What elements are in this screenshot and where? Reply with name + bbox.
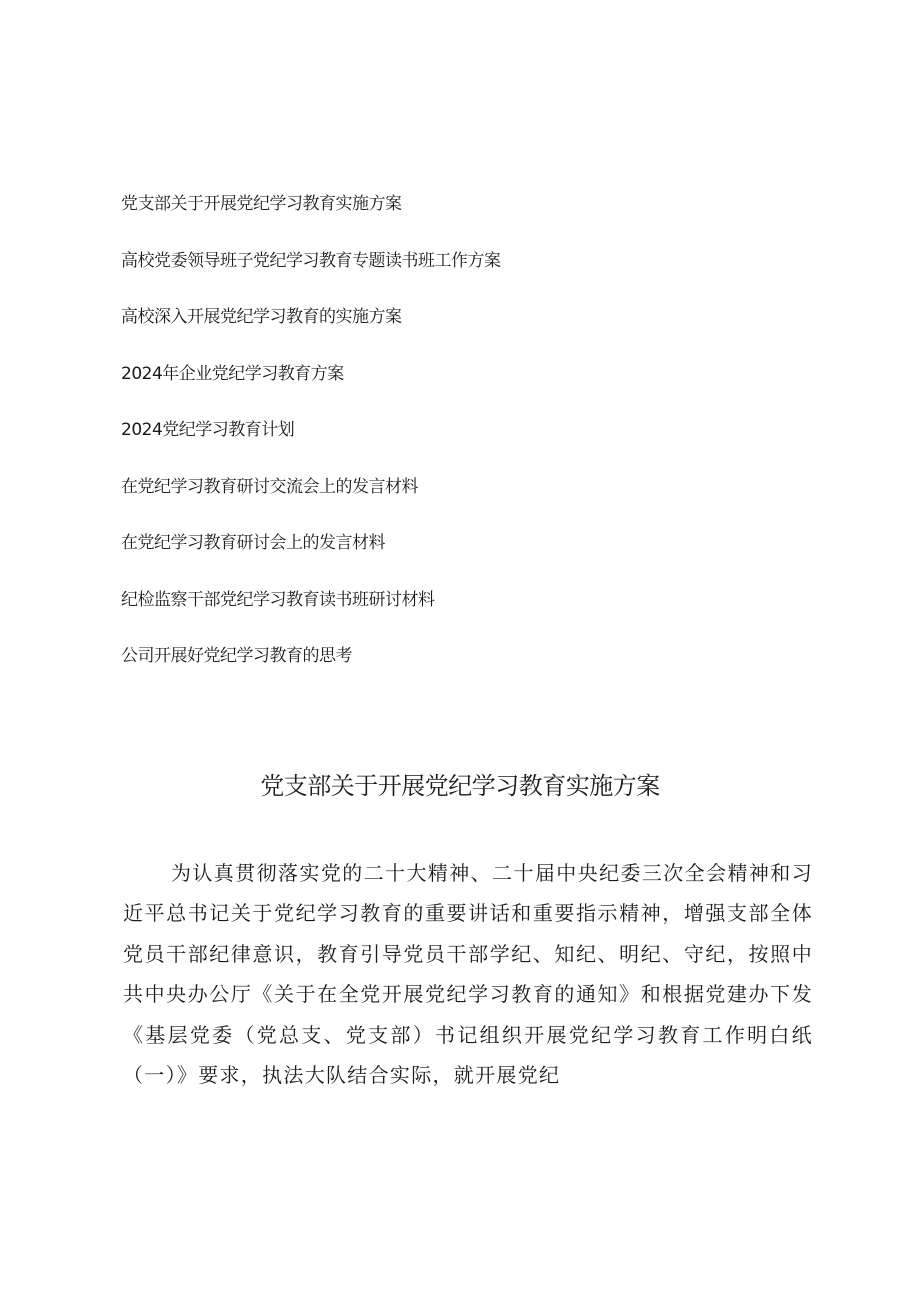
toc-item[interactable]: 公司开展好党纪学习教育的思考 xyxy=(121,646,352,666)
table-of-contents xyxy=(121,190,501,699)
toc-item[interactable]: 在党纪学习教育研讨会上的发言材料 xyxy=(121,533,385,553)
document-title: 党支部关于开展党纪学习教育实施方案 xyxy=(260,772,660,800)
body-paragraph: 为认真贯彻落实党的二十大精神、二十届中央纪委三次全会精神和习近平总书记关于党纪学习教育的重要讲话和重要指示精神，增强支部全体党员干部纪律意识，教育引导党员干部学纪、知纪、明纪、守纪，按照中共中央办公厅《关于在全党开展党纪学习教育的通知》和根据党建办下发《基层党委（党总支、党支部）书记组织开展党纪学习教育工作明白纸（一）》要求，执法大队结合实际，就开展党纪 xyxy=(123,861,813,1088)
toc-item[interactable]: 2024党纪学习教育计划 xyxy=(121,420,295,440)
toc-item[interactable]: 2024年企业党纪学习教育方案 xyxy=(121,363,344,384)
toc-item[interactable]: 高校深入开展党纪学习教育的实施方案 xyxy=(121,307,402,327)
toc-item[interactable]: 党支部关于开展党纪学习教育实施方案 xyxy=(121,194,402,214)
toc-item[interactable]: 纪检监察干部党纪学习教育读书班研讨材料 xyxy=(121,589,435,610)
toc-item[interactable]: 高校党委领导班子党纪学习教育专题读书班工作方案 xyxy=(121,250,501,271)
toc-item[interactable]: 在党纪学习教育研讨交流会上的发言材料 xyxy=(121,476,418,497)
